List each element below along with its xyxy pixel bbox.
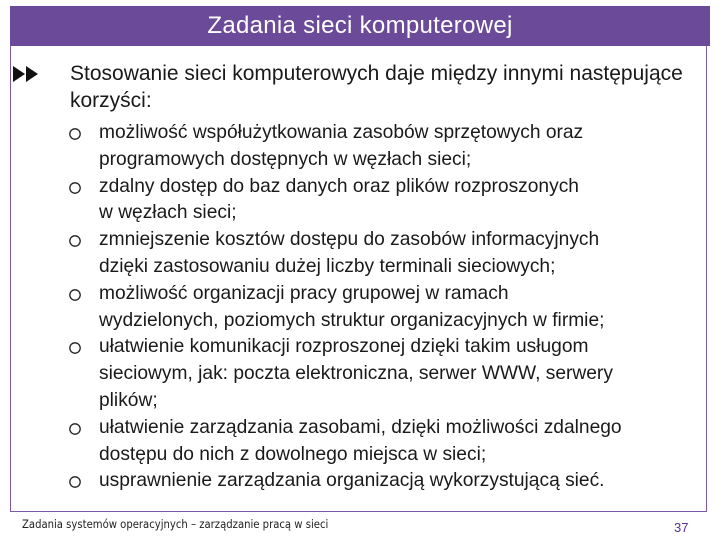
list-item-text	[99, 120, 583, 174]
circle-outline-icon	[68, 341, 82, 355]
benefits-list	[68, 120, 708, 495]
list-item	[68, 468, 708, 495]
slide-footer: Zadania systemów operacyjnych – zarządzanie pracą w sieci	[22, 518, 329, 531]
list-item-line: programowych dostępnych w węzłach sieci;	[99, 148, 472, 170]
list-item	[68, 415, 708, 469]
list-item-text	[99, 334, 613, 414]
list-item-line: wydzielonych, poziomych struktur organizacyjnych w firmie;	[99, 309, 605, 331]
list-item-line: możliwość organizacji pracy grupowej w ramach	[99, 282, 509, 304]
list-item-line: usprawnienie zarządzania organizacją wykorzystującą sieć.	[99, 470, 605, 492]
circle-outline-icon	[68, 422, 82, 436]
list-item-line: zmniejszenie kosztów dostępu do zasobów informacyjnych	[99, 229, 600, 251]
list-item-line: zdalny dostęp do baz danych oraz plików rozproszonych	[99, 175, 579, 197]
slide-title-bar	[10, 6, 710, 46]
list-item-line: ułatwienie komunikacji rozproszonej dzięki takim usługom	[99, 336, 589, 358]
lead-paragraph	[12, 60, 702, 114]
double-triangle-right-icon	[12, 64, 42, 84]
circle-outline-icon	[68, 234, 82, 248]
list-item	[68, 227, 708, 281]
list-item-line: dostępu do nich z dowolnego miejsca w sieci;	[99, 443, 487, 465]
circle-outline-icon	[68, 181, 82, 195]
circle-outline-icon	[68, 127, 82, 141]
list-item-text	[99, 281, 604, 335]
circle-outline-icon	[68, 288, 82, 302]
list-item-line: plików;	[99, 389, 158, 411]
list-item-text	[99, 227, 599, 281]
list-item-line: ułatwienie zarządzania zasobami, dzięki możliwości zdalnego	[99, 416, 622, 438]
slide-title: Zadania sieci komputerowej	[207, 12, 513, 39]
circle-outline-icon	[68, 475, 82, 489]
list-item	[68, 281, 708, 335]
list-item-line: w węzłach sieci;	[99, 202, 237, 224]
list-item-text	[99, 468, 605, 495]
lead-text: Stosowanie sieci komputerowych daje między innymi następujące korzyści:	[70, 62, 683, 112]
list-item	[68, 334, 708, 414]
list-item-line: dzięki zastosowaniu dużej liczby terminali sieciowych;	[99, 255, 556, 277]
list-item-text	[99, 174, 579, 228]
list-item-line: możliwość współużytkowania zasobów sprzętowych oraz	[99, 122, 584, 143]
list-item-text	[99, 415, 622, 469]
list-item	[68, 174, 708, 228]
list-item	[68, 120, 708, 174]
page-number: 37	[674, 520, 689, 535]
list-item-line: sieciowym, jak: poczta elektroniczna, serwer WWW, serwery	[99, 363, 613, 385]
